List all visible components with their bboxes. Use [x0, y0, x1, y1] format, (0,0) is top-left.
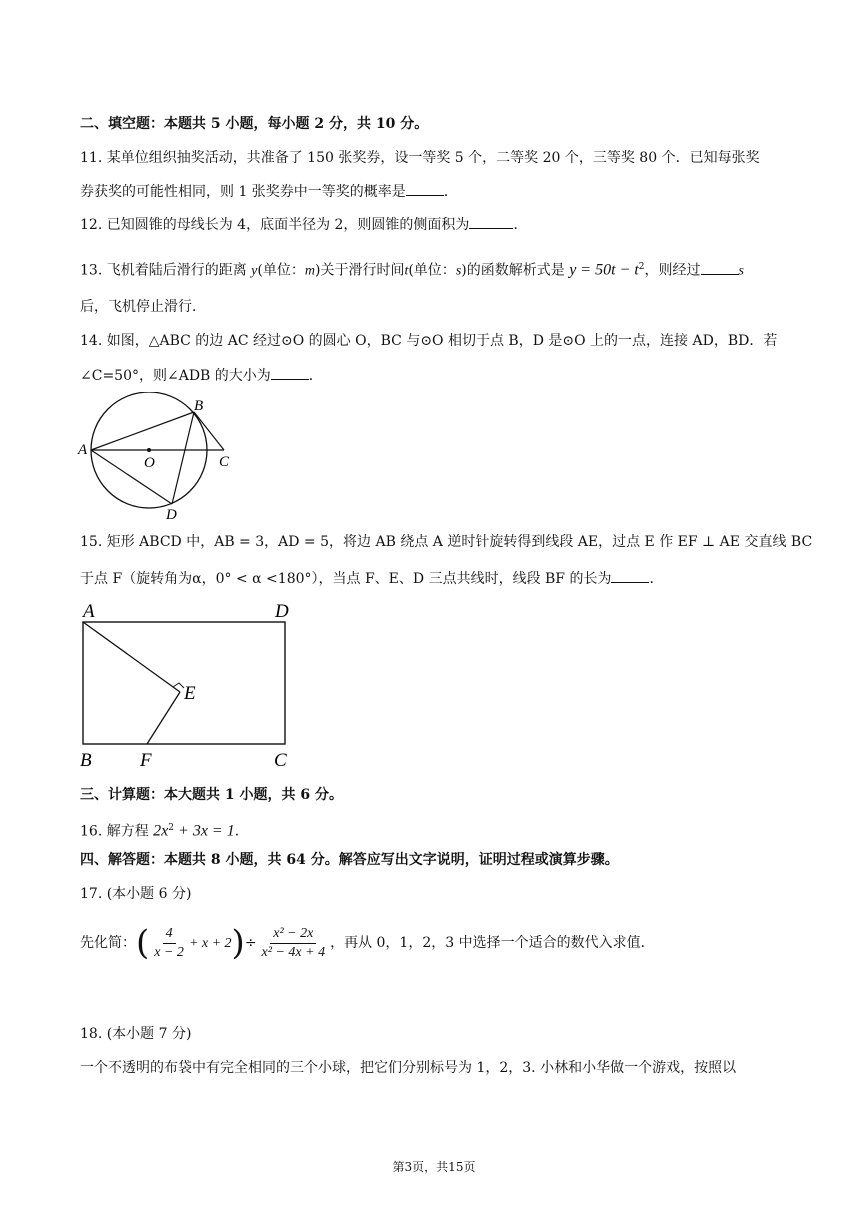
q15-line1: 15. 矩形 ABCD 中，AB = 3，AD = 5，将边 AB 绕点 A 逆时针旋转得到线段 AE，过点 E 作 EF ⊥ AE 交直线 BC — [80, 534, 813, 550]
label-d: D — [166, 507, 177, 522]
q15-end: ． — [649, 571, 664, 587]
q16-prefix: 16. 解方程 — [80, 823, 154, 840]
answer-blank — [406, 181, 444, 196]
q13-text-e: )的函数解析式是 — [461, 262, 565, 279]
page-footer: 第3页，共15页 — [392, 1160, 476, 1174]
answer-blank — [469, 214, 513, 229]
section-answer-heading: 四、解答题：本题共 8 小题，共 64 分。解答应写出文字说明，证明过程或演算步骤。 — [80, 852, 619, 868]
right-angle-mark — [173, 683, 184, 688]
q13-formula: y = 50t − t — [569, 261, 639, 279]
segment-ae — [83, 622, 180, 692]
q13-unit-s: s — [455, 263, 462, 279]
segment-ad — [91, 450, 172, 504]
divide-sign: ÷ — [244, 935, 257, 951]
q13-unit-m: m — [304, 263, 315, 279]
q14-line2 — [80, 365, 323, 386]
q14-circle-figure — [76, 392, 246, 522]
segment-ef — [147, 692, 180, 744]
q16-eq-rest: + 3x = 1 — [174, 822, 235, 840]
q17-tail: ，再从 0，1，2，3 中选择一个适合的数代入求值． — [330, 935, 655, 951]
label-o: O — [144, 455, 155, 471]
q13-var-y: y — [251, 263, 258, 279]
center-dot — [147, 448, 151, 452]
fraction-2 — [259, 925, 329, 962]
q14-line1: 14. 如图，△ABC 的边 AC 经过⊙O 的圆心 O，BC 与⊙O 相切于点 B，D 是⊙O 上的一点，连接 AD，BD．若 — [80, 333, 778, 349]
label-a: A — [83, 601, 95, 622]
q16-end: ． — [234, 823, 249, 840]
segment-bc — [194, 412, 224, 450]
q17-expression — [80, 921, 655, 966]
q15-text: 于点 F（旋转角为α，0° < α <180°），当点 F、E、D 三点共线时，线段 BF 的长为 — [80, 571, 612, 587]
q13-text-f: ，则经过 — [644, 262, 701, 279]
q18-line1: 一个不透明的布袋中有完全相同的三个小球，把它们分别标号为 1，2，3. 小林和小华做一个游戏，按照以 — [80, 1060, 737, 1076]
q12-end: ． — [513, 217, 528, 233]
label-b: B — [80, 750, 92, 771]
label-b: B — [194, 398, 204, 414]
q14-end: ． — [308, 368, 323, 384]
label-f: F — [140, 750, 152, 771]
fraction-1-num: 4 — [163, 925, 176, 944]
q16-exponent: 2 — [168, 823, 175, 833]
q15-rectangle-figure — [76, 596, 296, 772]
q13-unit: s — [738, 263, 744, 279]
label-e: E — [184, 683, 196, 704]
q13-text-d: (单位： — [408, 262, 456, 279]
q13-text-c: )关于滑行时间 — [314, 262, 405, 279]
fraction-2-den: x² − 4x + 4 — [261, 944, 326, 960]
q18-head: 18. (本小题 7 分) — [80, 1026, 192, 1042]
label-c: C — [274, 750, 287, 771]
right-paren: ) — [231, 923, 245, 963]
fraction-1-den: x − 2 — [154, 944, 184, 960]
q13-text-b: (单位： — [257, 262, 305, 279]
label-a: A — [78, 442, 88, 458]
q11-line1: 11. 某单位组织抽奖活动，共准备了 150 张奖券，设一等奖 5 个，二等奖 20 个，三等奖 80 个．已知每张奖 — [80, 150, 760, 166]
q13-var-t: t — [404, 263, 409, 279]
fraction-1 — [151, 925, 187, 962]
q16-eq: 2x — [153, 822, 169, 840]
q17-lead: 先化简： — [80, 935, 136, 951]
left-paren: ( — [136, 923, 150, 963]
q15-line2 — [80, 568, 663, 589]
q13-exponent: 2 — [638, 262, 645, 272]
q11-text: 券获奖的可能性相同，则 1 张奖券中一等奖的概率是 — [80, 184, 406, 200]
q14-text: ∠C=50°，则∠ADB 的大小为 — [80, 368, 271, 384]
label-c: C — [219, 454, 230, 470]
q12-text: 12. 已知圆锥的母线长为 4，底面半径为 2，则圆锥的侧面积为 — [80, 217, 470, 233]
label-d: D — [275, 601, 289, 622]
q17-head: 17. (本小题 6 分) — [80, 886, 192, 902]
q11-line2 — [80, 181, 458, 202]
section-calc-heading: 三、计算题：本大题共 1 小题，共 6 分。 — [80, 787, 343, 803]
answer-blank — [701, 260, 739, 275]
segment-ab — [91, 412, 194, 450]
q11-end: ． — [443, 184, 458, 200]
section-fill-heading: 二、填空题：本题共 5 小题，每小题 2 分，共 10 分。 — [80, 116, 429, 132]
q13-text-a: 13. 飞机着陆后滑行的距离 — [80, 262, 247, 279]
q12-line — [80, 214, 527, 235]
fraction-2-num: x² − 2x — [270, 925, 316, 944]
q17-mid: + x + 2 — [188, 936, 232, 951]
answer-blank — [611, 568, 649, 583]
q13-line2: 后，飞机停止滑行． — [80, 299, 206, 315]
q16-line — [80, 818, 249, 842]
answer-blank — [271, 365, 309, 380]
q13-line1 — [80, 257, 744, 282]
